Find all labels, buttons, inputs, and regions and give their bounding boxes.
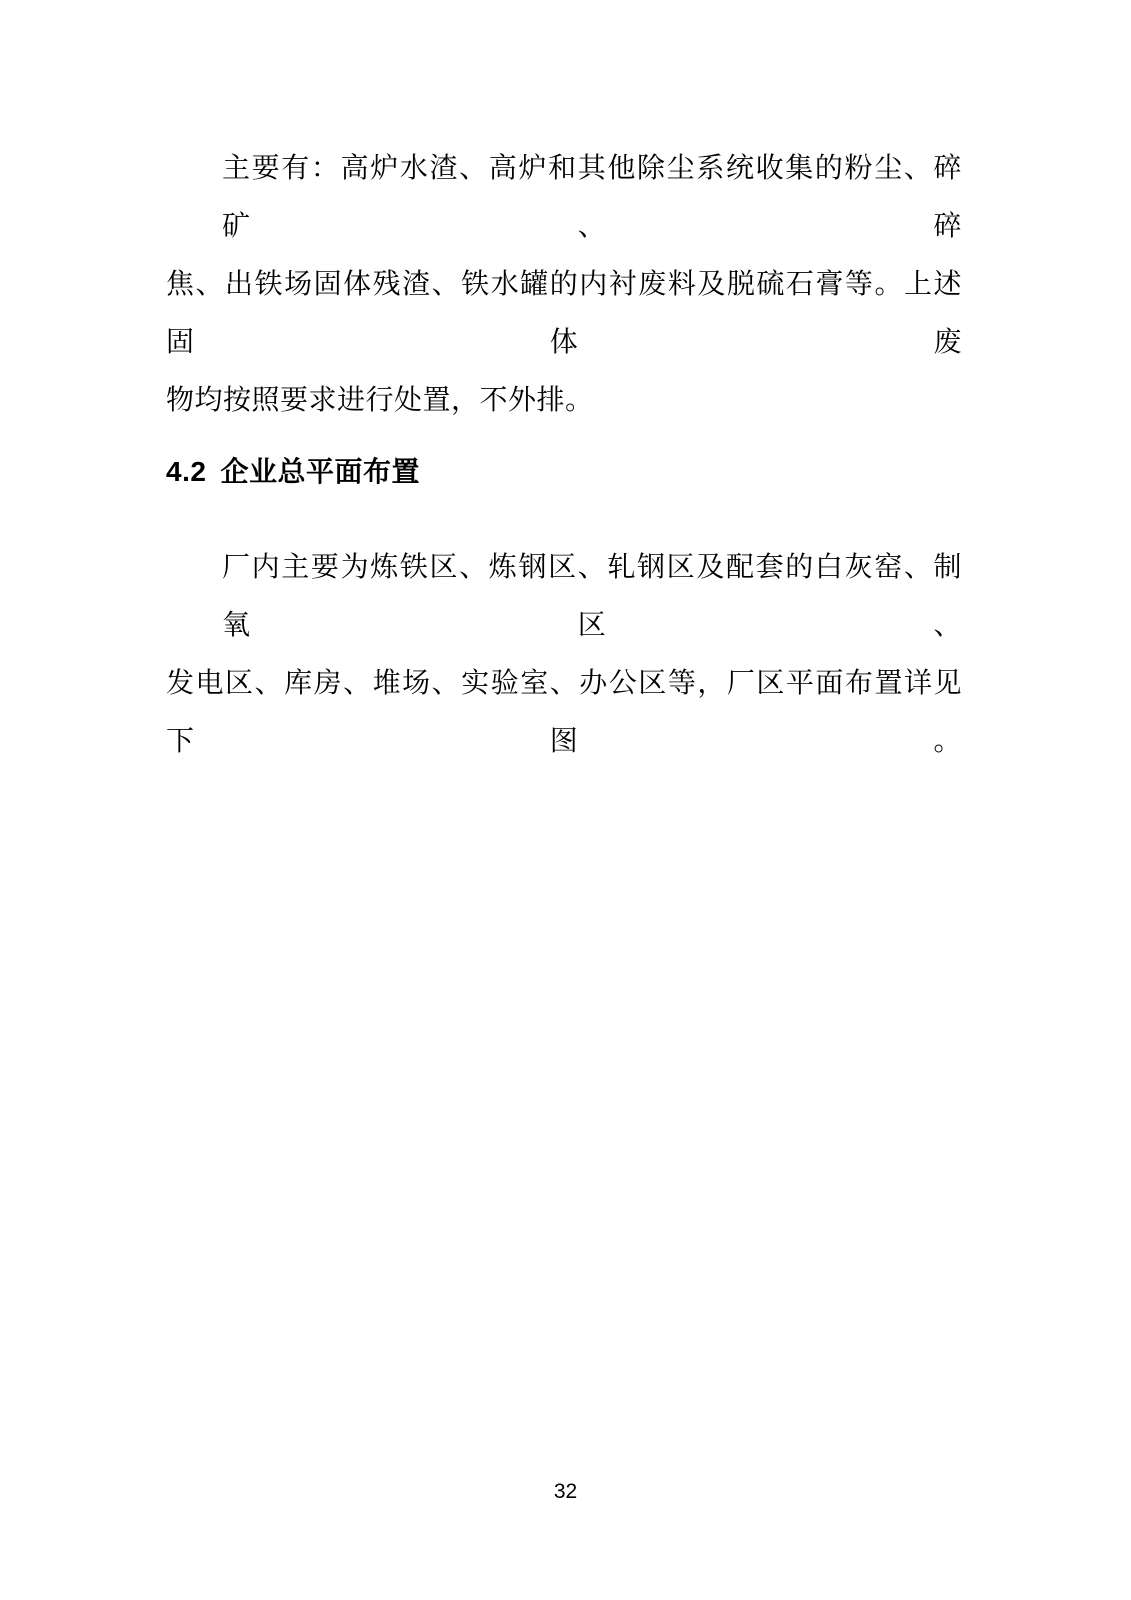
section-heading-title: 企业总平面布置: [220, 456, 420, 487]
paragraph-solid-waste: [166, 140, 962, 430]
section-heading-number: 4.2: [166, 456, 207, 487]
text-line: 厂内主要为炼铁区、炼钢区、轧钢区及配套的白灰窑、制氧区、: [222, 552, 962, 641]
text-line: 物均按照要求进行处置，不外排。: [166, 385, 594, 416]
text-line: 焦、出铁场固体残渣、铁水罐的内衬废料及脱硫石膏等。上述固体废: [166, 269, 962, 358]
section-heading-4-2: [166, 452, 962, 492]
text-line: 发电区、库房、堆场、实验室、办公区等，厂区平面布置详见下图。: [166, 668, 962, 757]
page-number: 32: [553, 1480, 578, 1503]
paragraph-plant-layout: [166, 539, 962, 771]
text-line: 主要有：高炉水渣、高炉和其他除尘系统收集的粉尘、碎矿、碎: [222, 153, 962, 242]
content-area: [166, 140, 962, 771]
